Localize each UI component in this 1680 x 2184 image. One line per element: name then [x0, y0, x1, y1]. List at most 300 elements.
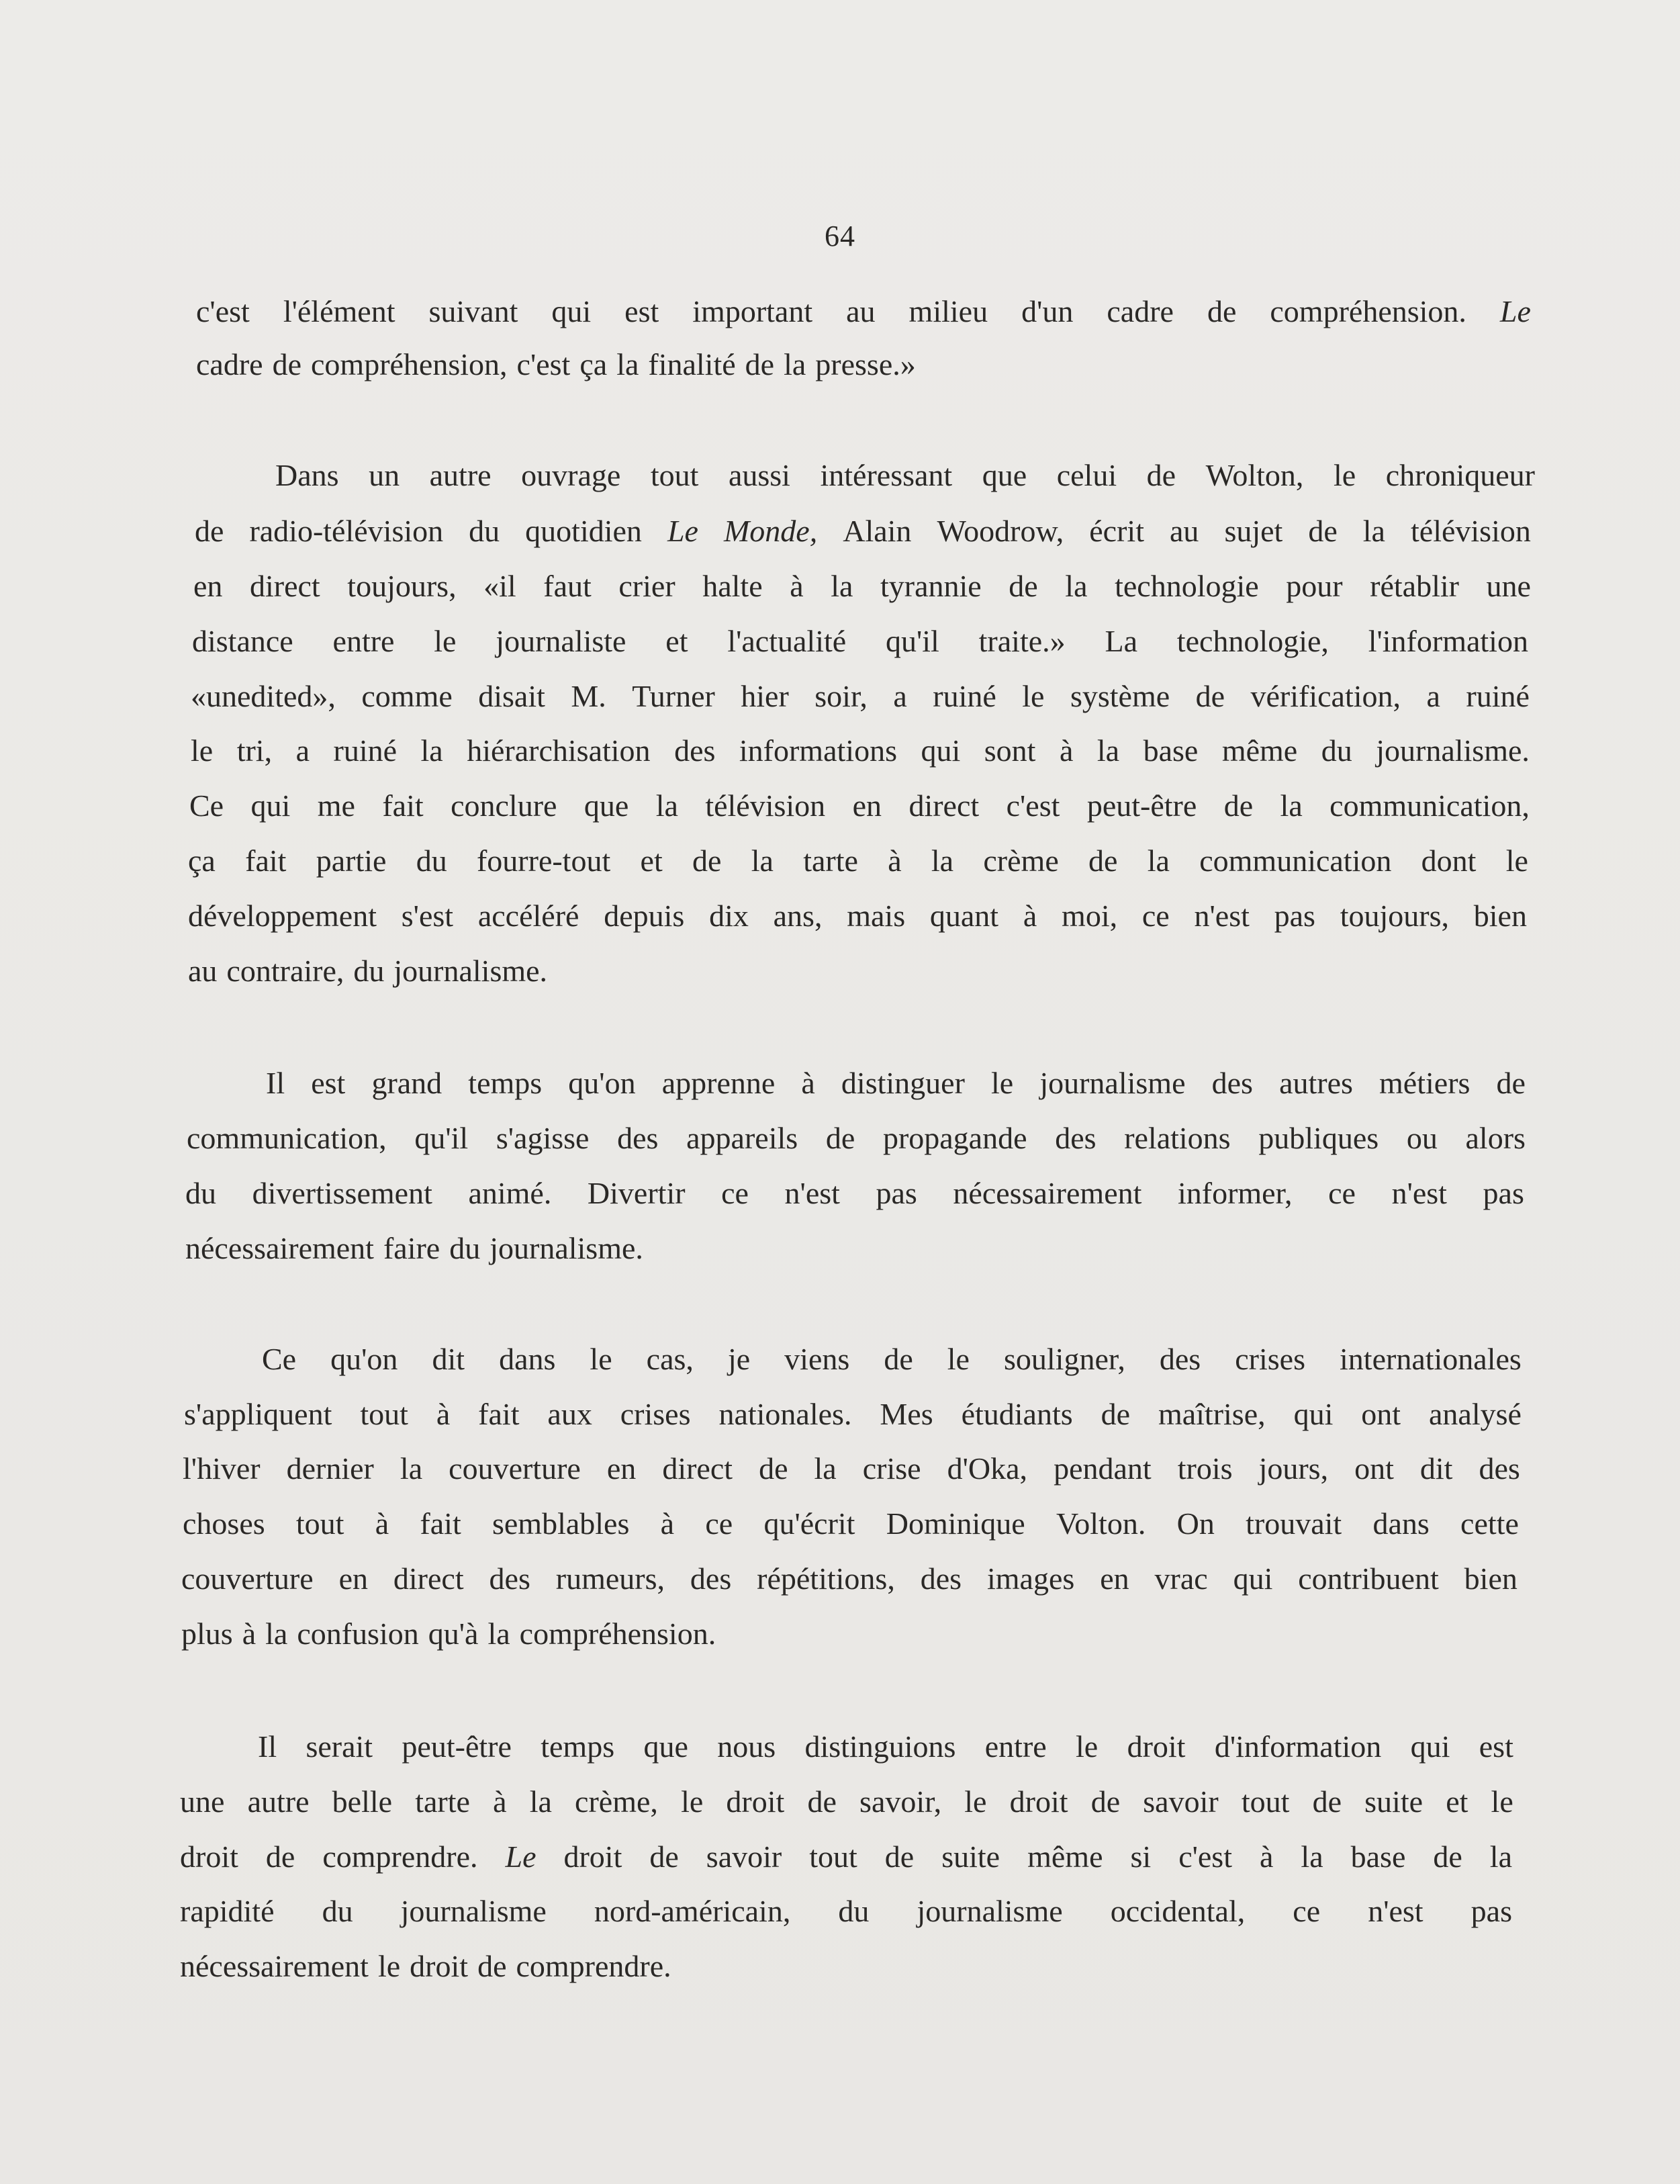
word: nationales. — [718, 1397, 852, 1431]
word: partie — [316, 844, 387, 878]
word: droit — [410, 1949, 469, 1983]
word: de — [1090, 1784, 1121, 1819]
word: ce — [1141, 899, 1170, 933]
word: hier — [741, 679, 789, 713]
word: journaliste — [496, 624, 626, 658]
word: des — [690, 1561, 732, 1596]
word: dit — [432, 1342, 465, 1376]
word: Mes — [880, 1397, 933, 1431]
word: entre — [984, 1729, 1047, 1764]
word: qu'écrit — [763, 1506, 855, 1541]
word: le — [590, 1342, 612, 1376]
word: de — [692, 844, 722, 878]
word: toujours, — [347, 569, 457, 603]
word: autre — [429, 458, 492, 492]
word: l'hiver — [183, 1451, 261, 1486]
word: Ce — [189, 788, 224, 823]
word: le — [1333, 458, 1356, 492]
word: qu'il — [414, 1121, 469, 1155]
word: qui — [1410, 1729, 1450, 1764]
word: ruiné — [1466, 679, 1530, 713]
word: la — [1301, 1839, 1323, 1874]
word: la — [1065, 569, 1088, 603]
word: est — [624, 294, 659, 328]
word: de — [1496, 1066, 1526, 1100]
word: la — [616, 347, 639, 381]
word: important — [692, 294, 813, 328]
word: La — [1105, 624, 1137, 658]
word: dix — [709, 899, 749, 933]
word: qu'on — [330, 1342, 398, 1376]
word: grand — [371, 1066, 442, 1100]
word: me — [317, 788, 355, 823]
word: tyrannie — [880, 569, 982, 603]
word: nous — [717, 1729, 776, 1764]
word: des — [920, 1561, 962, 1596]
word: aux — [547, 1397, 592, 1431]
word: cas, — [646, 1342, 694, 1376]
word: la — [1362, 514, 1385, 548]
word: traite.» — [978, 624, 1066, 658]
word: le — [681, 1784, 704, 1819]
word: de — [1312, 1784, 1342, 1819]
word: télévision — [705, 788, 826, 823]
word: de — [272, 347, 301, 381]
text-line — [180, 1782, 1513, 1822]
word: Il — [258, 1729, 277, 1764]
word: ce — [1328, 1176, 1356, 1210]
word: crème, — [575, 1784, 658, 1819]
word: propagande — [882, 1121, 1027, 1155]
word: au — [188, 954, 218, 988]
word: Turner — [632, 679, 715, 713]
word: nord-américain, — [594, 1894, 791, 1928]
word: depuis — [604, 899, 685, 933]
word: On — [1176, 1506, 1215, 1541]
word: au — [1170, 514, 1199, 548]
word: ça — [188, 844, 216, 878]
word: qu'à — [428, 1617, 479, 1651]
word: fourre-tout — [476, 844, 611, 878]
word: crises — [1235, 1342, 1305, 1376]
word: du — [416, 844, 447, 878]
word: du — [469, 514, 500, 548]
word: direct — [250, 569, 320, 603]
word: ce — [705, 1506, 733, 1541]
word: nécessairement — [185, 1231, 374, 1265]
word: de — [825, 1121, 855, 1155]
word: ruiné — [933, 679, 996, 713]
word: que — [584, 788, 629, 823]
word: l'actualité — [727, 624, 847, 658]
word: dont — [1421, 844, 1477, 878]
word: intéressant — [820, 458, 953, 492]
word: direct — [662, 1451, 733, 1486]
word: milieu — [908, 294, 988, 328]
word: de — [807, 1784, 837, 1819]
word: de — [1223, 788, 1254, 823]
text-line — [184, 1394, 1522, 1435]
word: sujet — [1224, 514, 1283, 548]
word: belle — [332, 1784, 393, 1819]
word: ça — [579, 347, 608, 381]
word: ont — [1361, 1397, 1401, 1431]
word: appareils — [686, 1121, 798, 1155]
word: Volton. — [1056, 1506, 1146, 1541]
word: si — [1130, 1839, 1152, 1874]
word: est — [1479, 1729, 1513, 1764]
word: pas — [1274, 899, 1315, 933]
word: qui — [1233, 1561, 1273, 1596]
word: soir, — [814, 679, 868, 713]
word: du — [185, 1176, 216, 1210]
word: dernier — [286, 1451, 374, 1486]
word: a — [893, 679, 907, 713]
word: compréhension. — [519, 1617, 716, 1651]
word: d'un — [1021, 294, 1074, 328]
word: de — [265, 1839, 295, 1874]
text-line — [188, 896, 1527, 936]
word: comme — [361, 679, 453, 713]
word: la — [529, 1784, 552, 1819]
word: la — [1147, 844, 1170, 878]
word: le — [1076, 1729, 1099, 1764]
word: qui — [921, 733, 961, 768]
word: le — [1022, 679, 1045, 713]
word: des — [1055, 1121, 1096, 1155]
word: du — [838, 1894, 870, 1928]
word: «il — [483, 569, 516, 603]
word: la — [487, 1617, 510, 1651]
word: images — [986, 1561, 1075, 1596]
word: du — [353, 954, 385, 988]
word: du — [1321, 733, 1352, 768]
word: la — [751, 844, 774, 878]
word: pas — [1483, 1176, 1524, 1210]
word: Wolton, — [1205, 458, 1304, 492]
word: au — [846, 294, 876, 328]
word: journalisme. — [393, 954, 548, 988]
word: de — [195, 514, 224, 548]
word: quotidien — [525, 514, 642, 548]
word: fait — [478, 1397, 520, 1431]
word: le — [434, 624, 457, 658]
word: un — [369, 458, 400, 492]
word: journalisme. — [489, 1231, 643, 1265]
word: contribuent — [1298, 1561, 1439, 1596]
text-line — [196, 291, 1531, 332]
word: crier — [618, 569, 675, 603]
word: technologie, — [1176, 624, 1329, 658]
word: le — [377, 1949, 401, 1983]
word: pour — [1286, 569, 1343, 603]
word: c'est — [1006, 788, 1060, 823]
word: le — [1505, 844, 1528, 878]
word: à — [801, 1066, 815, 1100]
word: droit — [563, 1839, 622, 1874]
word: bien — [1473, 899, 1527, 933]
word: ou — [1406, 1121, 1438, 1155]
word: maîtrise, — [1158, 1397, 1266, 1431]
word: n'est — [784, 1176, 840, 1210]
word: étudiants — [961, 1397, 1073, 1431]
word: la — [265, 1617, 288, 1651]
text-line — [188, 841, 1528, 881]
word: je — [727, 1342, 751, 1376]
word: aussi — [728, 458, 790, 492]
word: pendant — [1054, 1451, 1152, 1486]
word: pas — [876, 1176, 917, 1210]
word: même — [1221, 733, 1298, 768]
word: savoir — [1143, 1784, 1219, 1819]
word: la — [1489, 1839, 1512, 1874]
word: rumeurs, — [555, 1561, 665, 1596]
word: finalité — [648, 347, 736, 381]
text-line — [187, 1118, 1526, 1158]
word: droit — [180, 1839, 238, 1874]
word: qui — [551, 294, 592, 328]
word: Alain — [843, 514, 912, 548]
word: d'Oka, — [947, 1451, 1028, 1486]
word: l'information — [1368, 624, 1528, 658]
word: Le — [1499, 294, 1531, 328]
word: n'est — [1194, 899, 1250, 933]
word: Woodrow, — [937, 514, 1064, 548]
word: à — [1059, 733, 1074, 768]
word: ruiné — [333, 733, 398, 768]
word: à — [1260, 1839, 1274, 1874]
word: distinguer — [841, 1066, 965, 1100]
word: la — [831, 569, 853, 603]
word: une — [180, 1784, 225, 1819]
word: accéléré — [477, 899, 579, 933]
word: faut — [543, 569, 592, 603]
word: est — [311, 1066, 346, 1100]
word: comprendre. — [322, 1839, 478, 1874]
word: faire — [383, 1231, 440, 1265]
word: chroniqueur — [1385, 458, 1535, 492]
word: journalisme — [400, 1894, 547, 1928]
text-line — [191, 676, 1530, 717]
word: tout — [360, 1397, 408, 1431]
word: qu'il — [885, 624, 939, 658]
word: que — [643, 1729, 688, 1764]
word: à — [1023, 899, 1037, 933]
word: a — [295, 733, 310, 768]
word: de — [745, 347, 775, 381]
word: pas — [1471, 1894, 1512, 1928]
text-line — [185, 1173, 1524, 1214]
word: des — [674, 733, 716, 768]
word: journalisme. — [1376, 733, 1530, 768]
word: informer, — [1177, 1176, 1293, 1210]
word: moi, — [1062, 899, 1118, 933]
word: qu'on — [568, 1066, 636, 1100]
word: Monde, — [723, 514, 818, 548]
word: du — [449, 1231, 481, 1265]
word: nécessairement — [953, 1176, 1142, 1210]
word: dans — [499, 1342, 556, 1376]
word: droit — [726, 1784, 785, 1819]
word: ce — [721, 1176, 749, 1210]
word: choses — [183, 1506, 265, 1541]
word: savoir — [706, 1839, 782, 1874]
word: de — [1009, 569, 1038, 603]
word: vérification, — [1250, 679, 1401, 713]
word: journalisme — [917, 1894, 1063, 1928]
word: la — [931, 844, 954, 878]
word: mais — [847, 899, 906, 933]
text-line — [180, 1837, 1512, 1877]
word: cadre — [1107, 294, 1174, 328]
word: répétitions, — [757, 1561, 895, 1596]
word: rétablir — [1370, 569, 1459, 603]
word: tout — [1241, 1784, 1290, 1819]
word: de — [1088, 844, 1118, 878]
word: Ce — [262, 1342, 297, 1376]
word: confusion — [297, 1617, 419, 1651]
word: de — [759, 1451, 788, 1486]
word: n'est — [1391, 1176, 1447, 1210]
word: autres — [1279, 1066, 1353, 1100]
word: analysé — [1429, 1397, 1522, 1431]
word: et — [1446, 1784, 1468, 1819]
word: communication, — [1329, 788, 1530, 823]
word: droit — [1127, 1729, 1186, 1764]
text-line — [183, 1449, 1520, 1489]
word: quant — [929, 899, 999, 933]
word: fait — [245, 844, 287, 878]
word: Divertir — [587, 1176, 686, 1210]
word: ont — [1354, 1451, 1394, 1486]
word: de — [1146, 458, 1176, 492]
text-line — [180, 1946, 681, 1987]
word: radio-télévision — [249, 514, 444, 548]
word: à — [436, 1397, 451, 1431]
word: de — [1308, 514, 1338, 548]
word: de — [1101, 1397, 1130, 1431]
word: à — [660, 1506, 675, 1541]
word: trouvait — [1246, 1506, 1342, 1541]
word: de — [477, 1949, 507, 1983]
word: le — [1491, 1784, 1513, 1819]
word: informations — [739, 733, 897, 768]
word: divertissement — [252, 1176, 432, 1210]
word: sont — [984, 733, 1036, 768]
word: M. — [571, 679, 606, 713]
word: le — [991, 1066, 1014, 1100]
word: à — [493, 1784, 507, 1819]
word: savoir, — [859, 1784, 942, 1819]
word: Le — [505, 1839, 536, 1874]
word: la — [1280, 788, 1303, 823]
word: fait — [382, 788, 424, 823]
word: contraire, — [226, 954, 344, 988]
word: de — [1207, 294, 1237, 328]
word: hiérarchisation — [467, 733, 651, 768]
word: vrac — [1154, 1561, 1208, 1596]
word: presse.» — [815, 347, 916, 381]
word: compréhension. — [1270, 294, 1466, 328]
word: suite — [1364, 1784, 1424, 1819]
word: crème — [983, 844, 1059, 878]
word: Il — [266, 1066, 285, 1100]
word: bien — [1464, 1561, 1518, 1596]
word: viens — [784, 1342, 850, 1376]
word: comprendre. — [516, 1949, 671, 1983]
word: de — [1433, 1839, 1462, 1874]
word: nécessairement — [180, 1949, 369, 1983]
word: ce — [1293, 1894, 1321, 1928]
word: du — [322, 1894, 353, 1928]
word: s'agisse — [496, 1121, 590, 1155]
word: en — [1100, 1561, 1129, 1596]
word: Dans — [275, 458, 339, 492]
word: tarte — [803, 844, 858, 878]
word: fait — [420, 1506, 461, 1541]
word: dans — [1372, 1506, 1430, 1541]
word: tout — [809, 1839, 857, 1874]
word: occidental, — [1110, 1894, 1246, 1928]
word: qui — [250, 788, 291, 823]
word: c'est — [516, 347, 571, 381]
word: des — [1159, 1342, 1201, 1376]
word: distance — [192, 624, 293, 658]
word: toujours, — [1340, 899, 1450, 933]
word: compréhension, — [311, 347, 508, 381]
word: la — [784, 347, 806, 381]
word: publiques — [1258, 1121, 1379, 1155]
word: la — [1096, 733, 1120, 768]
text-line — [180, 1891, 1512, 1931]
word: entre — [332, 624, 395, 658]
word: serait — [306, 1729, 373, 1764]
word: «unedited», — [191, 679, 336, 713]
word: qui — [1293, 1397, 1334, 1431]
word: même — [1027, 1839, 1103, 1874]
word: tout — [295, 1506, 344, 1541]
word: conclure — [451, 788, 557, 823]
word: c'est — [1178, 1839, 1232, 1874]
word: des — [489, 1561, 530, 1596]
word: base — [1143, 733, 1199, 768]
word: droit — [1009, 1784, 1068, 1819]
text-line — [183, 1504, 1519, 1544]
word: de — [884, 1342, 913, 1376]
word: couverture — [181, 1561, 314, 1596]
word: à — [888, 844, 902, 878]
word: l'élément — [283, 294, 395, 328]
word: à — [242, 1617, 256, 1651]
word: tarte — [415, 1784, 470, 1819]
word: écrit — [1089, 514, 1144, 548]
word: disait — [478, 679, 545, 713]
word: cette — [1460, 1506, 1519, 1541]
word: tri, — [236, 733, 273, 768]
word: développement — [188, 899, 377, 933]
word: le — [964, 1784, 987, 1819]
word: en — [606, 1451, 637, 1486]
word: crise — [862, 1451, 921, 1486]
word: télévision — [1411, 514, 1531, 548]
word: le — [947, 1342, 970, 1376]
word: semblables — [492, 1506, 630, 1541]
word: apprenne — [661, 1066, 776, 1100]
word: relations — [1124, 1121, 1231, 1155]
word: à — [375, 1506, 389, 1541]
word: des — [1479, 1451, 1520, 1486]
text-line — [181, 1614, 725, 1654]
